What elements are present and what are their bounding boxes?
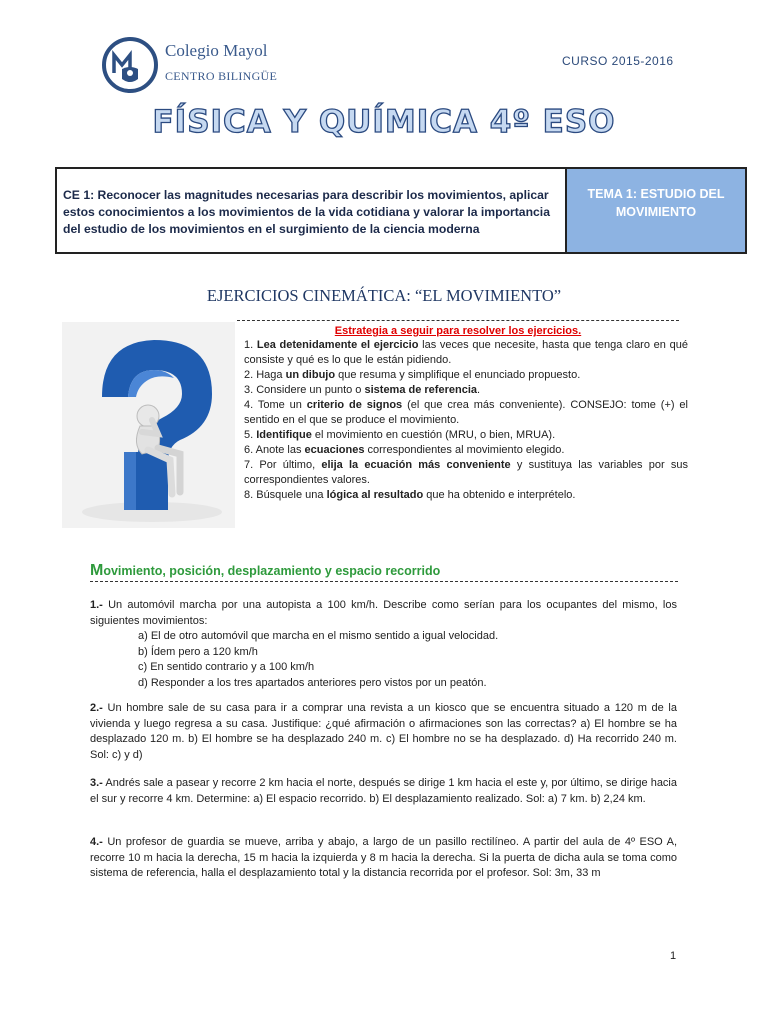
strategy-step-emphasis: criterio de signos	[306, 399, 403, 411]
divider	[237, 320, 679, 321]
strategy-step-text: y sustituya las variables por sus correspondientes valores.	[244, 459, 688, 486]
school-name: Colegio Mayol	[165, 41, 268, 60]
strategy-step-emphasis: Identifique	[256, 429, 312, 441]
school-subtitle: CENTRO BILINGÜE	[165, 69, 278, 83]
exercise-subitem: b) Ídem pero a 120 km/h	[138, 645, 258, 658]
section2-title	[90, 562, 440, 580]
exercise-number: 2.-	[90, 702, 103, 714]
exercise-subitem: d) Responder a los tres apartados anteriores pero vistos por un peatón.	[138, 676, 487, 689]
strategy-step-text: 7. Por último,	[244, 459, 322, 471]
section2-initial: M	[90, 562, 104, 579]
strategy-step	[244, 428, 688, 443]
strategy-step	[244, 443, 688, 458]
section2-title-rest: ovimiento, posición, desplazamiento y espacio recorrido	[103, 564, 441, 578]
exercise-text: Un automóvil marcha por una autopista a 100 km/h. Describe como serían para los ocupantes del mismo, los siguientes movimientos:	[90, 599, 677, 627]
exercise-subitem: a) El de otro automóvil que marcha en el mismo sentido a igual velocidad.	[138, 630, 499, 642]
strategy-step-emphasis: un dibujo	[285, 369, 336, 381]
exercise-4	[90, 835, 677, 882]
question-mark-figure-image	[62, 322, 235, 528]
strategy-step-emphasis: ecuaciones	[304, 444, 365, 456]
strategy-step-emphasis: Lea detenidamente el ejercicio	[256, 339, 419, 351]
strategy-step-text: que ha obtenido e interprételo.	[423, 489, 576, 501]
strategy-step-text: 3. Considere un punto o	[244, 384, 365, 396]
strategy-step-text: .	[477, 384, 481, 396]
section-title: EJERCICIOS CINEMÁTICA: “EL MOVIMIENTO”	[206, 286, 562, 305]
criterion-table	[55, 167, 747, 254]
exercise-subitem: c) En sentido contrario y a 100 km/h	[138, 661, 315, 673]
strategy-step-emphasis: lógica al resultado	[326, 489, 424, 501]
exercise-text: Un profesor de guardia se mueve, arriba y abajo, a largo de un pasillo rectilíneo. A partir del aula de 4º ESO A, recorre 10 m hacia la derecha, 15 m hacia la izquierda y 8 m hacia la derecha. Si la puerta de dicha aula se toma como sistema de referencia, halla el desplazamiento total y la distancia recorrida por el profesor. Sol: 3m, 33 m	[90, 836, 677, 879]
page-title: FÍSICA Y QUÍMICA 4º ESO	[152, 104, 616, 140]
strategy-step	[244, 368, 688, 383]
exercise-number: 3.-	[90, 777, 103, 789]
strategy-step-text: 4. Tome un	[244, 399, 307, 411]
strategy-step	[244, 383, 688, 398]
criterion-text: CE 1: Reconocer las magnitudes necesarias para describir los movimientos, aplicar estos conocimientos a los movimientos de la vida cotidiana y valorar la importancia del estudio de los movimientos en el surgimiento de la ciencia moderna	[57, 169, 567, 252]
strategy-step-text: las veces que necesite, hasta que tenga claro en qué consiste y qué es lo que le están pidiendo.	[244, 339, 688, 366]
strategy-step-text: 5.	[244, 429, 257, 441]
strategy-step-text: 6. Anote las	[244, 444, 305, 456]
exercise-number: 4.-	[90, 836, 103, 848]
strategy-step-text: 2. Haga	[244, 369, 286, 381]
school-logo-icon	[100, 35, 160, 95]
exercise-number: 1.-	[90, 599, 103, 611]
strategy-step-text: 1.	[244, 339, 257, 351]
strategy-step-text: que resuma y simplifique el enunciado propuesto.	[335, 369, 581, 381]
strategy-step-text: el movimiento en cuestión (MRU, o bien, MRUA).	[311, 429, 556, 441]
strategy-step-text: 8. Búsquele una	[244, 489, 327, 501]
strategy-step	[244, 488, 688, 503]
topic-text: TEMA 1: ESTUDIO DEL MOVIMIENTO	[587, 187, 725, 219]
strategy-step	[244, 398, 688, 428]
divider	[90, 581, 678, 582]
strategy-step-emphasis: elija la ecuación más conveniente	[321, 459, 511, 471]
exercise-text: Andrés sale a pasear y recorre 2 km hacia el norte, después se dirige 1 km hacia el este y, por último, se dirige hacia el sur y recorre 4 km. Determine: a) El espacio recorrido. b) El desplazamiento realizado. Sol: a) 7 km. b) 2,24 km.	[90, 777, 677, 805]
exercise-1	[90, 598, 677, 691]
strategy-step-text: (el que crea más conveniente). CONSEJO: tome (+) el sentido en el que se produce el movimiento.	[244, 399, 688, 426]
strategy-step	[244, 458, 688, 488]
exercise-3	[90, 776, 677, 807]
exercise-2	[90, 701, 677, 763]
strategy-title: Estrategia a seguir para resolver los ejercicios.	[334, 325, 582, 337]
strategy-step	[244, 338, 688, 368]
strategy-step-text: correspondientes al movimiento elegido.	[364, 444, 565, 456]
page-number: 1	[670, 950, 677, 962]
strategy-list	[244, 338, 688, 503]
strategy-step-emphasis: sistema de referencia	[364, 384, 477, 396]
course-label: CURSO 2015-2016	[562, 54, 674, 68]
exercise-text: Un hombre sale de su casa para ir a comprar una revista a un kiosco que se encuentra situado a 120 m de la vivienda y luego regresa a su casa. Justifique: ¿qué afirmación o afirmaciones son las correctas? a) El hombre se ha desplazado 120 m. b) El hombre se ha desplazado 240 m. c) El hombre no se ha desplazado. d) Ha recorrido 240 m. Sol: c) y d)	[90, 702, 677, 761]
